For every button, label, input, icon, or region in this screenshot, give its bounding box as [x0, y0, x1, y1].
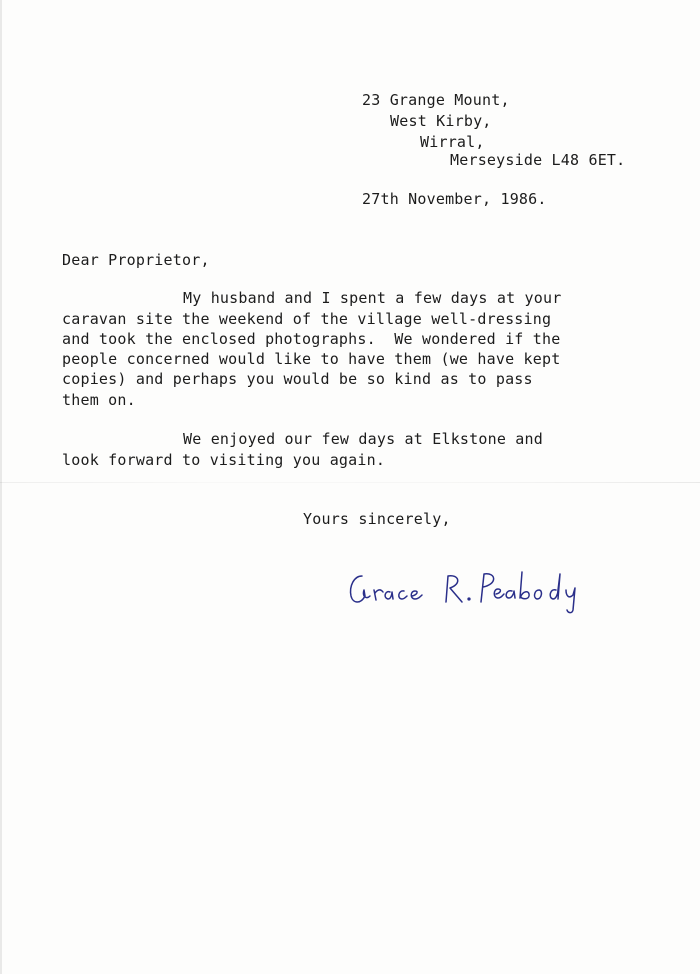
closing: Yours sincerely,	[303, 510, 451, 528]
address-line-district: Wirral,	[420, 133, 485, 151]
address-line-street: 23 Grange Mount,	[362, 91, 510, 109]
paragraph-2-line: We enjoyed our few days at Elkstone and	[183, 430, 543, 448]
page-edge-shadow	[0, 0, 2, 974]
address-line-town: West Kirby,	[390, 112, 492, 130]
letter-date: 27th November, 1986.	[362, 190, 547, 208]
paragraph-1-line: and took the enclosed photographs. We wondered if the	[62, 330, 561, 348]
salutation: Dear Proprietor,	[62, 251, 210, 269]
handwritten-signature	[344, 566, 614, 616]
paragraph-1-line: copies) and perhaps you would be so kind as to pass	[62, 370, 533, 388]
paragraph-2-line: look forward to visiting you again.	[62, 451, 386, 469]
paragraph-1-line: My husband and I spent a few days at your	[183, 289, 562, 307]
paper-fold-line	[0, 482, 700, 483]
paragraph-1-line: caravan site the weekend of the village well-dressing	[62, 310, 552, 328]
paragraph-1-line: people concerned would like to have them (we have kept	[62, 350, 561, 368]
paragraph-1-line: them on.	[62, 391, 136, 409]
address-line-county-postcode: Merseyside L48 6ET.	[450, 151, 626, 169]
